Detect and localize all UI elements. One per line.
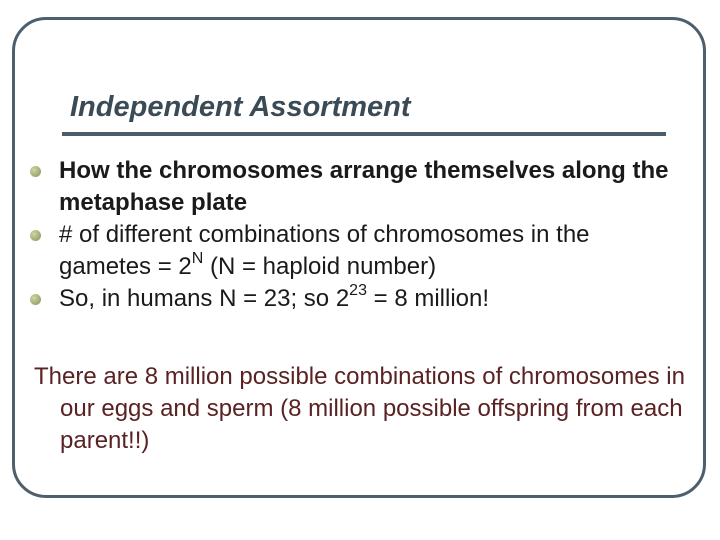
- bullet-dot-icon: [30, 166, 41, 177]
- bullet-text: So, in humans N = 23; so 2: [59, 285, 350, 312]
- slide-title: Independent Assortment: [70, 91, 411, 123]
- bullet-superscript: 23: [349, 282, 367, 299]
- bullet-dot-icon: [30, 230, 41, 241]
- bullet-item-metaphase: [30, 155, 680, 219]
- bullet-text: How the chromosomes arrange themselves along the metaphase plate: [59, 157, 669, 216]
- bullet-item-humans: [30, 283, 680, 315]
- bullet-dot-icon: [30, 294, 41, 305]
- bullet-text-tail: = 8 million!: [366, 285, 490, 312]
- title-underline: [62, 132, 666, 136]
- bullet-text-tail: (N = haploid number): [203, 253, 437, 280]
- bullet-text: # of different combinations of chromosomes in the gametes = 2: [59, 221, 590, 280]
- bullet-superscript: N: [191, 250, 204, 267]
- summary-paragraph: There are 8 million possible combinations of chromosomes in our eggs and sperm (8 million possible offspring from each parent!!): [34, 363, 685, 454]
- bullet-item-combinations: [30, 219, 680, 283]
- bullet-list: [30, 155, 680, 315]
